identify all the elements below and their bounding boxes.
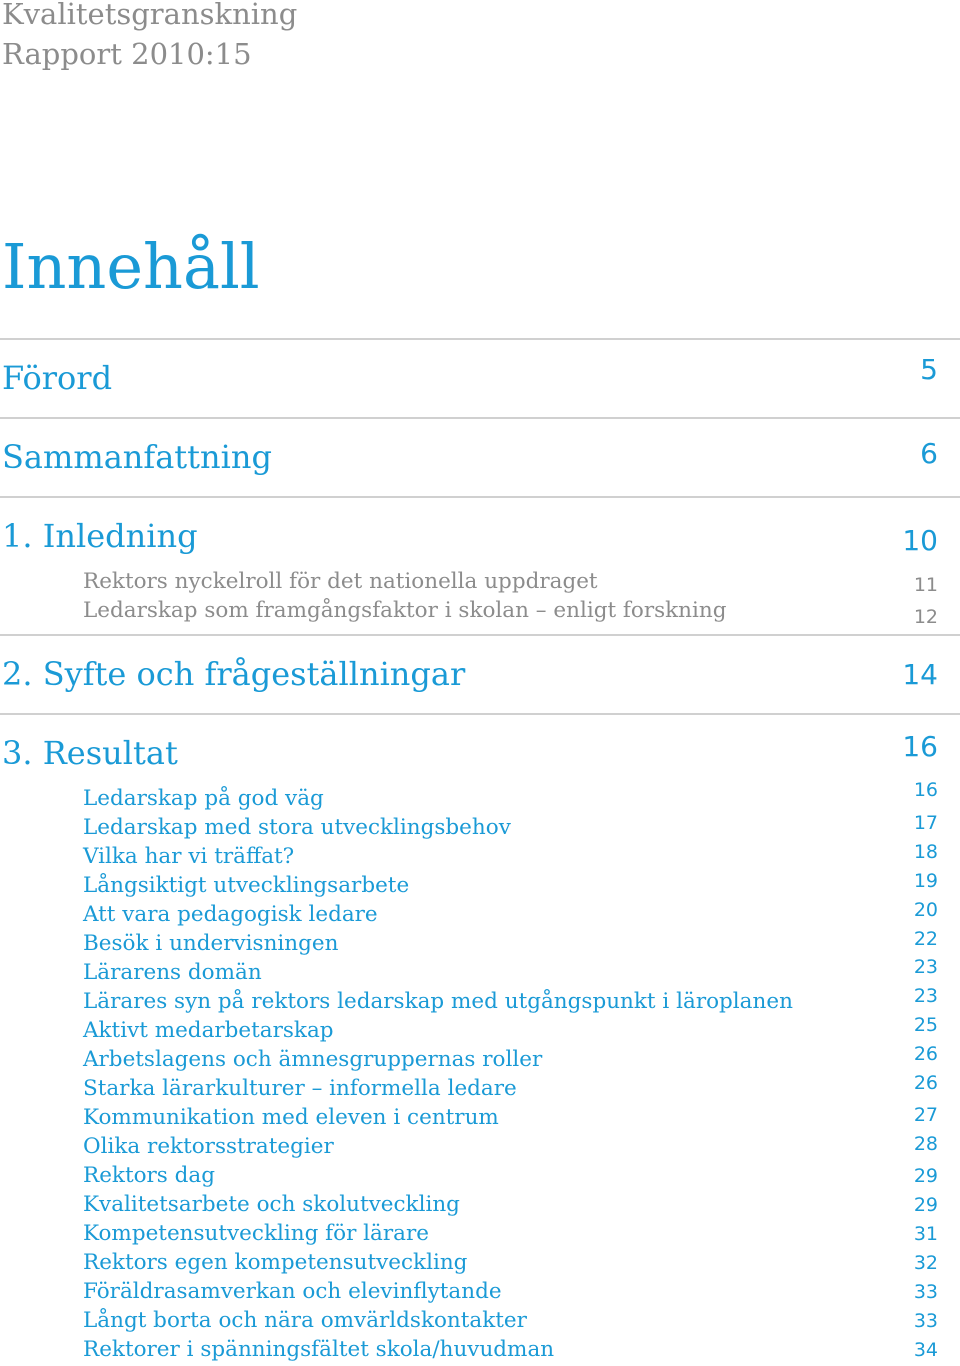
toc-subitem-page: 25 bbox=[913, 1014, 938, 1036]
toc-subitem-page: 33 bbox=[913, 1281, 938, 1303]
toc-subitem-page: 28 bbox=[913, 1133, 938, 1155]
divider bbox=[0, 338, 960, 340]
toc-subitem[interactable]: Kompetensutveckling för lärare bbox=[83, 1221, 429, 1246]
toc-subitem[interactable]: Långt borta och nära omvärldskontakter bbox=[83, 1308, 527, 1333]
toc-subitem-page: 34 bbox=[913, 1339, 938, 1361]
toc-subitem-page: 11 bbox=[913, 574, 938, 596]
divider bbox=[0, 417, 960, 419]
toc-subitem[interactable]: Rektors egen kompetensutveckling bbox=[83, 1250, 468, 1275]
divider bbox=[0, 496, 960, 498]
toc-sammanfattning[interactable]: Sammanfattning bbox=[2, 438, 272, 476]
toc-sammanfattning-page: 6 bbox=[920, 437, 938, 470]
toc-subitem[interactable]: Ledarskap med stora utvecklingsbehov bbox=[83, 815, 511, 840]
toc-subitem[interactable]: Aktivt medarbetarskap bbox=[83, 1018, 334, 1043]
toc-resultat[interactable]: 3. Resultat bbox=[2, 734, 178, 772]
toc-subitem[interactable]: Kvalitetsarbete och skolutveckling bbox=[83, 1192, 460, 1217]
divider bbox=[0, 713, 960, 715]
toc-inledning-page: 10 bbox=[902, 524, 938, 557]
toc-subitem[interactable]: Lärarens domän bbox=[83, 960, 262, 985]
toc-subitem-page: 33 bbox=[913, 1310, 938, 1332]
toc-subitem-page: 16 bbox=[913, 779, 938, 801]
report-series: Kvalitetsgranskning bbox=[2, 0, 298, 31]
toc-subitem-page: 17 bbox=[913, 812, 938, 834]
toc-subitem[interactable]: Rektors dag bbox=[83, 1163, 216, 1188]
toc-resultat-page: 16 bbox=[902, 730, 938, 763]
toc-subitem[interactable]: Arbetslagens och ämnesgruppernas roller bbox=[83, 1047, 543, 1072]
toc-subitem-page: 29 bbox=[913, 1194, 938, 1216]
toc-subitem-page: 27 bbox=[913, 1104, 938, 1126]
toc-subitem-page: 20 bbox=[913, 899, 938, 921]
page-title: Innehåll bbox=[2, 230, 260, 303]
toc-subitem[interactable]: Att vara pedagogisk ledare bbox=[83, 902, 378, 927]
toc-subitem[interactable]: Rektorer i spänningsfältet skola/huvudman bbox=[83, 1337, 555, 1362]
toc-subitem[interactable]: Olika rektorsstrategier bbox=[83, 1134, 334, 1159]
toc-subitem-page: 26 bbox=[913, 1043, 938, 1065]
toc-subitem-page: 22 bbox=[913, 928, 938, 950]
toc-subitem[interactable]: Rektors nyckelroll för det nationella uppdraget bbox=[83, 569, 598, 594]
toc-subitem-page: 32 bbox=[913, 1252, 938, 1274]
toc-forord-page: 5 bbox=[920, 353, 938, 386]
toc-subitem[interactable]: Långsiktigt utvecklingsarbete bbox=[83, 873, 410, 898]
toc-subitem[interactable]: Besök i undervisningen bbox=[83, 931, 339, 956]
toc-subitem-page: 19 bbox=[913, 870, 938, 892]
toc-subitem-page: 31 bbox=[913, 1223, 938, 1245]
toc-subitem[interactable]: Kommunikation med eleven i centrum bbox=[83, 1105, 499, 1130]
toc-subitem-page: 26 bbox=[913, 1072, 938, 1094]
toc-subitem[interactable]: Lärares syn på rektors ledarskap med utgångspunkt i läroplanen bbox=[83, 989, 793, 1014]
toc-subitem-page: 18 bbox=[913, 841, 938, 863]
toc-subitem-page: 29 bbox=[913, 1165, 938, 1187]
toc-subitem[interactable]: Ledarskap på god väg bbox=[83, 786, 324, 811]
toc-syfte-page: 14 bbox=[902, 658, 938, 691]
report-number: Rapport 2010:15 bbox=[2, 37, 252, 71]
toc-subitem[interactable]: Vilka har vi träffat? bbox=[83, 844, 295, 869]
toc-inledning[interactable]: 1. Inledning bbox=[2, 517, 198, 555]
toc-syfte[interactable]: 2. Syfte och frågeställningar bbox=[2, 655, 466, 693]
toc-forord[interactable]: Förord bbox=[2, 359, 113, 397]
toc-subitem[interactable]: Föräldrasamverkan och elevinflytande bbox=[83, 1279, 502, 1304]
divider bbox=[0, 634, 960, 636]
toc-subitem-page: 23 bbox=[913, 985, 938, 1007]
toc-subitem-page: 23 bbox=[913, 956, 938, 978]
toc-subitem-page: 12 bbox=[913, 606, 938, 628]
toc-subitem[interactable]: Ledarskap som framgångsfaktor i skolan – enligt forskning bbox=[83, 598, 727, 623]
toc-subitem[interactable]: Starka lärarkulturer – informella ledare bbox=[83, 1076, 517, 1101]
